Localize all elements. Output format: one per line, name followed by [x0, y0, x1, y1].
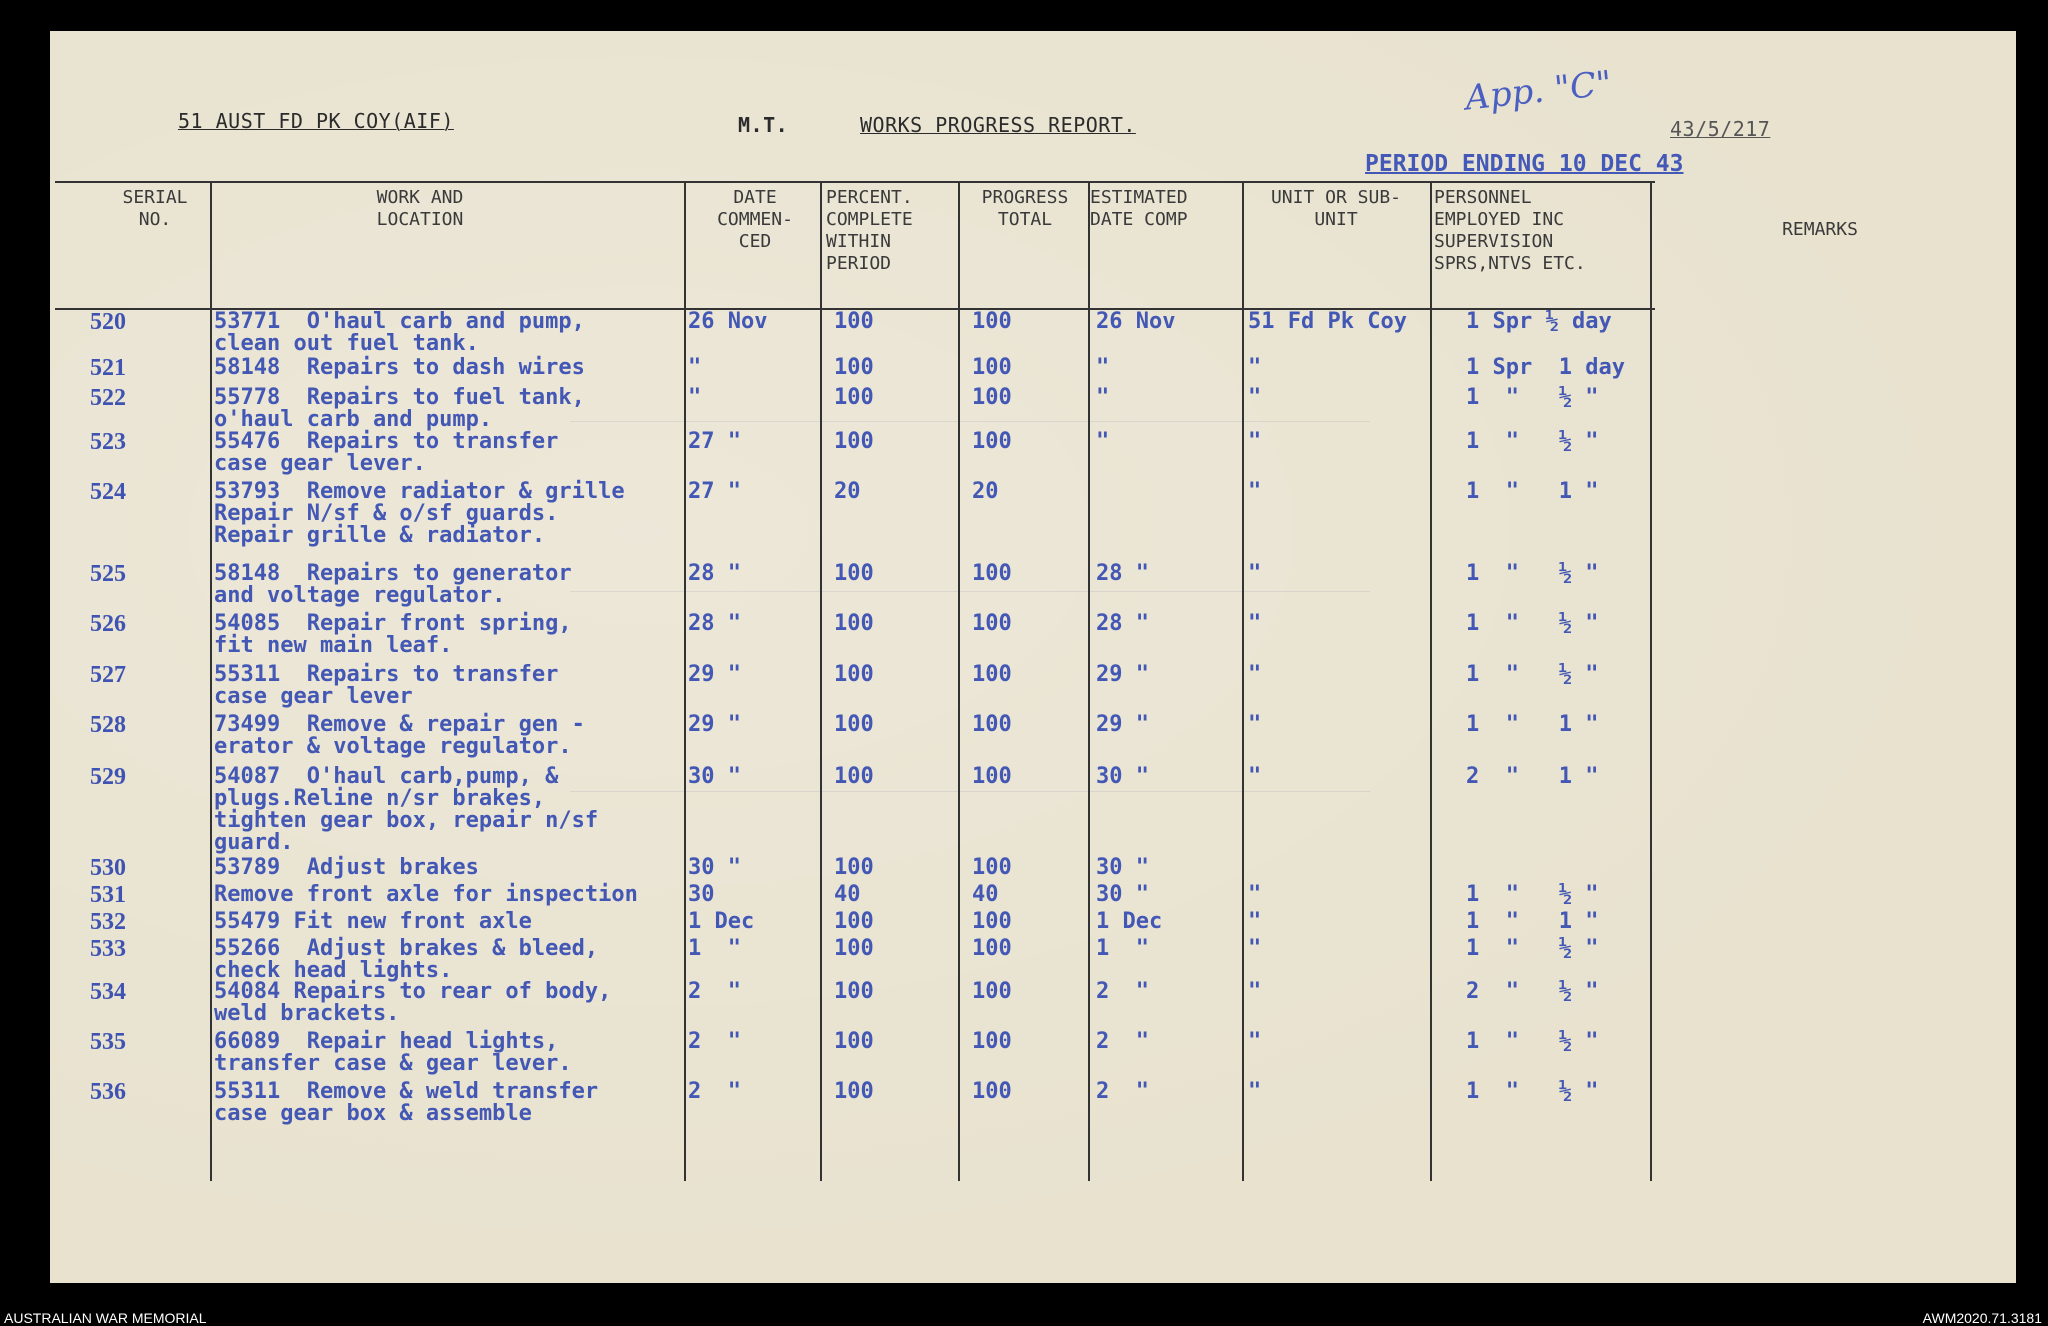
- progress-total: 100: [972, 662, 1012, 687]
- date-commenced: 26 Nov: [688, 309, 768, 334]
- date-commenced: 1 ": [688, 936, 741, 961]
- estimated-date: 28 ": [1096, 611, 1149, 636]
- personnel-employed: 1 " ½ ": [1466, 561, 1599, 586]
- progress-total: 100: [972, 355, 1012, 380]
- percent-complete: 100: [834, 1029, 874, 1054]
- date-commenced: 28 ": [688, 611, 741, 636]
- serial-number: 536: [90, 1079, 126, 1105]
- estimated-date: 30 ": [1096, 855, 1149, 880]
- serial-number: 529: [90, 764, 126, 790]
- percent-complete: 40: [834, 882, 861, 907]
- column-divider: [210, 181, 212, 1181]
- date-commenced: 29 ": [688, 662, 741, 687]
- progress-total: 100: [972, 309, 1012, 334]
- unit-name: 51 Fd Pk Coy: [1248, 309, 1407, 334]
- bleed-through-line: [570, 421, 1370, 422]
- serial-number: 520: [90, 309, 126, 335]
- percent-complete: 100: [834, 611, 874, 636]
- personnel-employed: 1 " ½ ": [1466, 882, 1599, 907]
- percent-complete: 100: [834, 429, 874, 454]
- progress-total: 100: [972, 712, 1012, 737]
- column-divider: [820, 181, 822, 1181]
- percent-complete: 100: [834, 561, 874, 586]
- work-description: 55311 Remove & weld transfer case gear box & assemble: [214, 1079, 599, 1126]
- estimated-date: 1 ": [1096, 936, 1149, 961]
- estimated-date: 30 ": [1096, 764, 1149, 789]
- percent-complete: 100: [834, 712, 874, 737]
- work-description: 53793 Remove radiator & grille Repair N/sf & o/sf guards. Repair grille & radiator.: [214, 479, 625, 548]
- serial-number: 523: [90, 429, 126, 455]
- unit-name: ": [1248, 1079, 1262, 1104]
- table-top-rule: [55, 181, 1655, 183]
- serial-number: 533: [90, 936, 126, 962]
- percent-complete: 100: [834, 764, 874, 789]
- serial-number: 521: [90, 355, 126, 381]
- work-description: 55479 Fit new front axle: [214, 909, 532, 934]
- column-divider: [684, 181, 686, 1181]
- work-description: 55266 Adjust brakes & bleed, check head lights.: [214, 936, 599, 983]
- personnel-employed: 1 " ½ ": [1466, 936, 1599, 961]
- date-commenced: 2 ": [688, 1079, 741, 1104]
- personnel-employed: 1 " 1 ": [1466, 712, 1599, 737]
- percent-complete: 100: [834, 979, 874, 1004]
- col-serial: SERIAL NO.: [122, 187, 188, 230]
- estimated-date: 2 ": [1096, 1029, 1149, 1054]
- col-remarks: REMARKS: [1782, 219, 1858, 240]
- file-reference: 43/5/217: [1670, 117, 1771, 141]
- personnel-employed: 1 " ½ ": [1466, 385, 1599, 410]
- column-divider: [1430, 181, 1432, 1181]
- col-est-date: ESTIMATED DATE COMP: [1090, 187, 1188, 230]
- progress-total: 20: [972, 479, 999, 504]
- progress-total: 40: [972, 882, 999, 907]
- progress-total: 100: [972, 979, 1012, 1004]
- percent-complete: 100: [834, 385, 874, 410]
- serial-number: 526: [90, 611, 126, 637]
- date-commenced: 2 ": [688, 979, 741, 1004]
- serial-number: 534: [90, 979, 126, 1005]
- column-divider: [1650, 181, 1652, 1181]
- estimated-date: ": [1096, 429, 1110, 454]
- date-commenced: 27 ": [688, 479, 741, 504]
- progress-total: 100: [972, 561, 1012, 586]
- estimated-date: ": [1096, 385, 1110, 410]
- serial-number: 535: [90, 1029, 126, 1055]
- unit-name: ": [1248, 385, 1262, 410]
- progress-total: 100: [972, 1029, 1012, 1054]
- footer-right: AWM2020.71.3181: [1922, 1310, 2042, 1326]
- serial-number: 525: [90, 561, 126, 587]
- estimated-date: 29 ": [1096, 712, 1149, 737]
- appendix-annotation: App. "C": [1463, 63, 1614, 119]
- progress-total: 100: [972, 611, 1012, 636]
- footer-left: AUSTRALIAN WAR MEMORIAL: [4, 1310, 207, 1326]
- col-work: WORK AND LOCATION: [376, 187, 464, 230]
- section-heading: M.T.: [738, 113, 789, 137]
- personnel-employed: 1 " ½ ": [1466, 662, 1599, 687]
- unit-heading: 51 AUST FD PK COY(AIF): [178, 109, 454, 133]
- personnel-employed: 1 Spr 1 day: [1466, 355, 1625, 380]
- personnel-employed: 1 " 1 ": [1466, 479, 1599, 504]
- unit-name: ": [1248, 882, 1262, 907]
- date-commenced: 1 Dec: [688, 909, 755, 934]
- progress-total: 100: [972, 1079, 1012, 1104]
- personnel-employed: 2 " 1 ": [1466, 764, 1599, 789]
- work-description: 54084 Repairs to rear of body, weld brackets.: [214, 979, 612, 1026]
- progress-total: 100: [972, 855, 1012, 880]
- date-commenced: 30 ": [688, 764, 741, 789]
- serial-number: 522: [90, 385, 126, 411]
- column-divider: [1088, 181, 1090, 1181]
- personnel-employed: 1 " ½ ": [1466, 1079, 1599, 1104]
- date-commenced: 2 ": [688, 1029, 741, 1054]
- work-description: 54085 Repair front spring, fit new main leaf.: [214, 611, 572, 658]
- unit-name: ": [1248, 611, 1262, 636]
- estimated-date: 28 ": [1096, 561, 1149, 586]
- work-description: 53771 O'haul carb and pump, clean out fuel tank.: [214, 309, 585, 356]
- personnel-employed: 1 " ½ ": [1466, 429, 1599, 454]
- personnel-employed: 1 Spr ½ day: [1466, 309, 1612, 334]
- work-description: 55778 Repairs to fuel tank, o'haul carb and pump.: [214, 385, 585, 432]
- bleed-through-line: [570, 791, 1370, 792]
- date-commenced: 29 ": [688, 712, 741, 737]
- percent-complete: 20: [834, 479, 861, 504]
- work-description: 54087 O'haul carb,pump, & plugs.Reline n/sr brakes, tighten gear box, repair n/sf guard.: [214, 764, 599, 855]
- work-description: 73499 Remove & repair gen - erator & voltage regulator.: [214, 712, 585, 759]
- unit-name: ": [1248, 909, 1262, 934]
- progress-total: 100: [972, 385, 1012, 410]
- personnel-employed: 1 " 1 ": [1466, 909, 1599, 934]
- percent-complete: 100: [834, 1079, 874, 1104]
- estimated-date: 26 Nov: [1096, 309, 1176, 334]
- personnel-employed: 1 " ½ ": [1466, 611, 1599, 636]
- date-commenced: 30 ": [688, 855, 741, 880]
- personnel-employed: 2 " ½ ": [1466, 979, 1599, 1004]
- bleed-through-line: [570, 591, 1370, 592]
- serial-number: 530: [90, 855, 126, 881]
- column-divider: [958, 181, 960, 1181]
- serial-number: 532: [90, 909, 126, 935]
- unit-name: ": [1248, 479, 1262, 504]
- work-description: 53789 Adjust brakes: [214, 855, 479, 880]
- serial-number: 528: [90, 712, 126, 738]
- estimated-date: ": [1096, 355, 1110, 380]
- unit-name: ": [1248, 936, 1262, 961]
- percent-complete: 100: [834, 909, 874, 934]
- unit-name: ": [1248, 561, 1262, 586]
- report-title: WORKS PROGRESS REPORT.: [860, 113, 1136, 137]
- progress-total: 100: [972, 429, 1012, 454]
- work-description: 58148 Repairs to dash wires: [214, 355, 585, 380]
- serial-number: 531: [90, 882, 126, 908]
- estimated-date: 29 ": [1096, 662, 1149, 687]
- unit-name: ": [1248, 429, 1262, 454]
- unit-name: ": [1248, 712, 1262, 737]
- work-description: Remove front axle for inspection: [214, 882, 638, 907]
- period-ending: PERIOD ENDING 10 DEC 43: [1365, 151, 1684, 177]
- percent-complete: 100: [834, 662, 874, 687]
- percent-complete: 100: [834, 355, 874, 380]
- unit-name: ": [1248, 355, 1262, 380]
- estimated-date: 1 Dec: [1096, 909, 1163, 934]
- progress-total: 100: [972, 764, 1012, 789]
- percent-complete: 100: [834, 855, 874, 880]
- personnel-employed: 1 " ½ ": [1466, 1029, 1599, 1054]
- work-description: 55476 Repairs to transfer case gear lever.: [214, 429, 559, 476]
- percent-complete: 100: [834, 309, 874, 334]
- document-page: [50, 31, 2016, 1283]
- estimated-date: 2 ": [1096, 1079, 1149, 1104]
- date-commenced: 30: [688, 882, 715, 907]
- col-percent: PERCENT. COMPLETE WITHIN PERIOD: [826, 187, 913, 274]
- col-personnel: PERSONNEL EMPLOYED INC SUPERVISION SPRS,NTVS ETC.: [1434, 187, 1586, 274]
- work-description: 58148 Repairs to generator and voltage regulator.: [214, 561, 572, 608]
- date-commenced: 28 ": [688, 561, 741, 586]
- date-commenced: ": [688, 355, 702, 380]
- date-commenced: 27 ": [688, 429, 741, 454]
- serial-number: 524: [90, 479, 126, 505]
- work-description: 55311 Repairs to transfer case gear lever: [214, 662, 559, 709]
- date-commenced: ": [688, 385, 702, 410]
- progress-total: 100: [972, 909, 1012, 934]
- col-unit: UNIT OR SUB- UNIT: [1270, 187, 1402, 230]
- progress-total: 100: [972, 936, 1012, 961]
- unit-name: ": [1248, 764, 1262, 789]
- unit-name: ": [1248, 979, 1262, 1004]
- col-progress: PROGRESS TOTAL: [981, 187, 1069, 230]
- unit-name: ": [1248, 662, 1262, 687]
- column-divider: [1242, 181, 1244, 1181]
- work-description: 66089 Repair head lights, transfer case & gear lever.: [214, 1029, 572, 1076]
- unit-name: ": [1248, 1029, 1262, 1054]
- estimated-date: 2 ": [1096, 979, 1149, 1004]
- estimated-date: 30 ": [1096, 882, 1149, 907]
- percent-complete: 100: [834, 936, 874, 961]
- serial-number: 527: [90, 662, 126, 688]
- col-date-commenced: DATE COMMEN- CED: [717, 187, 793, 252]
